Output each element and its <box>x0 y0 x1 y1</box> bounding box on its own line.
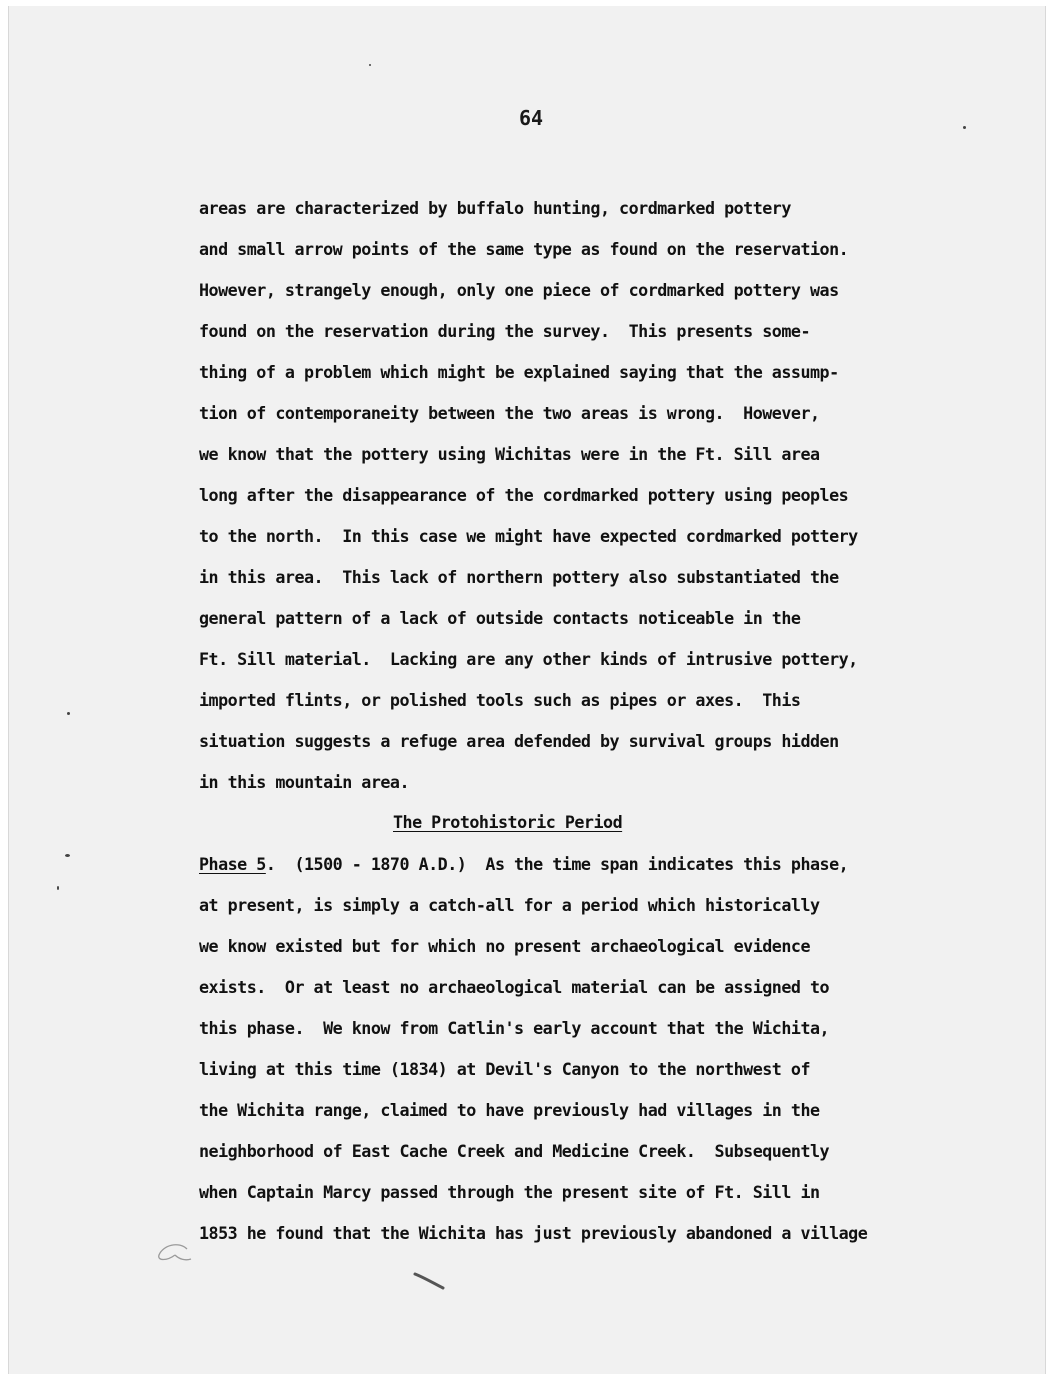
text-line: thing of a problem which might be explained saying that the assump- <box>199 362 839 382</box>
document-page <box>8 6 1046 1374</box>
text-line: we know that the pottery using Wichitas were in the Ft. Sill area <box>199 444 820 464</box>
text-line: neighborhood of East Cache Creek and Medicine Creek. Subsequently <box>199 1141 830 1161</box>
text-line: general pattern of a lack of outside contacts noticeable in the <box>199 608 801 628</box>
text-line: and small arrow points of the same type as found on the reservation. <box>199 239 849 259</box>
scan-speck <box>963 126 966 129</box>
phase-line <box>199 854 848 874</box>
text-line: when Captain Marcy passed through the present site of Ft. Sill in <box>199 1182 820 1202</box>
text-line: found on the reservation during the survey. This presents some- <box>199 321 810 341</box>
text-line: at present, is simply a catch-all for a period which historically <box>199 895 820 915</box>
text-line: in this mountain area. <box>199 772 410 792</box>
text-line: However, strangely enough, only one piece of cordmarked pottery was <box>199 280 839 300</box>
scan-speck <box>65 854 70 857</box>
page-number: 64 <box>518 106 544 130</box>
text-line: Ft. Sill material. Lacking are any other kinds of intrusive pottery, <box>199 649 858 669</box>
phase-label: Phase 5 <box>199 854 266 874</box>
phase-line-text: . (1500 - 1870 A.D.) As the time span indicates this phase, <box>265 854 849 874</box>
scan-speck <box>57 886 59 890</box>
scan-speck <box>369 64 371 66</box>
text-line: to the north. In this case we might have expected cordmarked pottery <box>199 526 858 546</box>
text-line: imported flints, or polished tools such as pipes or axes. This <box>199 690 801 710</box>
text-line: we know existed but for which no present archaeological evidence <box>199 936 810 956</box>
text-line: living at this time (1834) at Devil's Canyon to the northwest of <box>199 1059 810 1079</box>
text-line: the Wichita range, claimed to have previously had villages in the <box>199 1100 820 1120</box>
text-line: tion of contemporaneity between the two areas is wrong. However, <box>199 403 820 423</box>
text-line: this phase. We know from Catlin's early account that the Wichita, <box>199 1018 830 1038</box>
text-line: long after the disappearance of the cordmarked pottery using peoples <box>199 485 849 505</box>
pencil-mark-icon <box>149 1231 199 1271</box>
section-heading: The Protohistoric Period <box>393 812 623 832</box>
smudge-icon <box>411 1268 451 1292</box>
text-line: exists. Or at least no archaeological material can be assigned to <box>199 977 830 997</box>
text-line: in this area. This lack of northern pottery also substantiated the <box>199 567 839 587</box>
text-line: areas are characterized by buffalo hunting, cordmarked pottery <box>199 198 791 218</box>
scan-speck <box>67 712 70 715</box>
text-line: 1853 he found that the Wichita has just previously abandoned a village <box>199 1223 868 1243</box>
text-line: situation suggests a refuge area defended by survival groups hidden <box>199 731 839 751</box>
